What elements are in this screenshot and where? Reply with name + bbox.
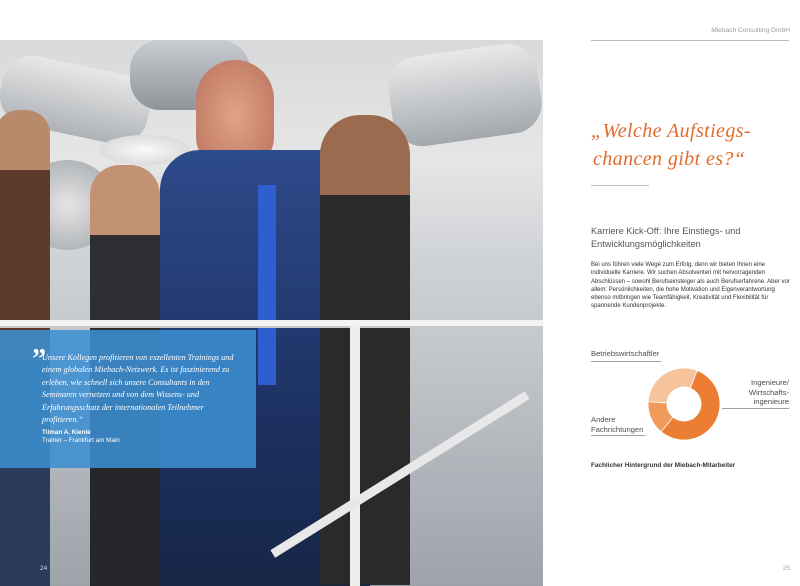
header-divider [591, 40, 789, 41]
subhead-line-2: Entwicklungsmöglichkeiten [591, 239, 701, 249]
quote-author: Tilman A. Kienle [42, 429, 91, 436]
headline-divider [591, 185, 649, 186]
page-number-left: 24 [40, 565, 48, 572]
page-headline [591, 117, 791, 173]
label-andere [591, 415, 643, 434]
page-number-right: 25 [782, 565, 790, 572]
label-betriebswirtschaftler [591, 349, 659, 359]
headline-line-1: „Welche Aufstiegs- [591, 120, 751, 142]
chart-caption: Fachlicher Hintergrund der Miebach-Mitarbeiter [591, 462, 736, 469]
railing-post [350, 325, 360, 586]
ceiling-duct-right [384, 40, 543, 150]
label-ingenieure [749, 378, 789, 407]
quote-role: Trainer – Frankfurt am Main [42, 437, 120, 444]
railing-top [0, 320, 543, 328]
leader-betriebswirtschaftler [591, 361, 661, 362]
company-name: Miebach Consulting GmbH [711, 27, 790, 34]
subhead-line-1: Karriere Kick-Off: Ihre Einstiegs- und [591, 226, 741, 236]
quote-mark-icon: ” [32, 344, 46, 375]
background-donut-chart [639, 359, 729, 449]
label-betriebswirtschaftler-line-1: Betriebswirtschaftler [591, 349, 660, 358]
label-ingenieure-line-1: Ingenieure/ [751, 378, 789, 387]
label-ingenieure-line-2: Wirtschafts- [748, 387, 789, 397]
label-ingenieure-line-3: ingenieure [753, 397, 789, 407]
team-photo [0, 40, 543, 586]
quote-text: Unsere Kollegen profitieren von exzellenten Trainings und einem globalen Miebach-Netzwerk. Es ist faszinierend zu erleben, wie schnell sich unsere Consultants in den Seminaren vernetzen und von dem Wissens- und Erfahrungsschatz der internationalen Teilnehmer profitieren.“ [42, 353, 234, 425]
donut-slice-0 [648, 368, 697, 403]
body-paragraph: Bei uns führen viele Wege zum Erfolg, denn wir bieten Ihnen eine individuelle Karriere. Wir suchen Absolventen mit hervorragenden Abschlüssen – sowohl Berufseinsteiger als auch Berufserfahrene. Aber vor allem: Persönlichkeiten, die hohe Motivation und Eigenverantwortung ebenso mitbringen wie Teamfähigkeit, Kreativität und Flexibilität für spannende Kundenprojekte. [591, 262, 790, 310]
leader-ingenieure [722, 408, 789, 409]
section-subheading [591, 225, 791, 251]
label-andere-line-1: Andere [591, 415, 616, 424]
headline-line-2: chancen gibt es?“ [593, 148, 746, 170]
leader-andere [591, 435, 645, 436]
label-andere-line-2: Fachrichtungen [591, 424, 644, 434]
speaker-tie [258, 185, 276, 385]
